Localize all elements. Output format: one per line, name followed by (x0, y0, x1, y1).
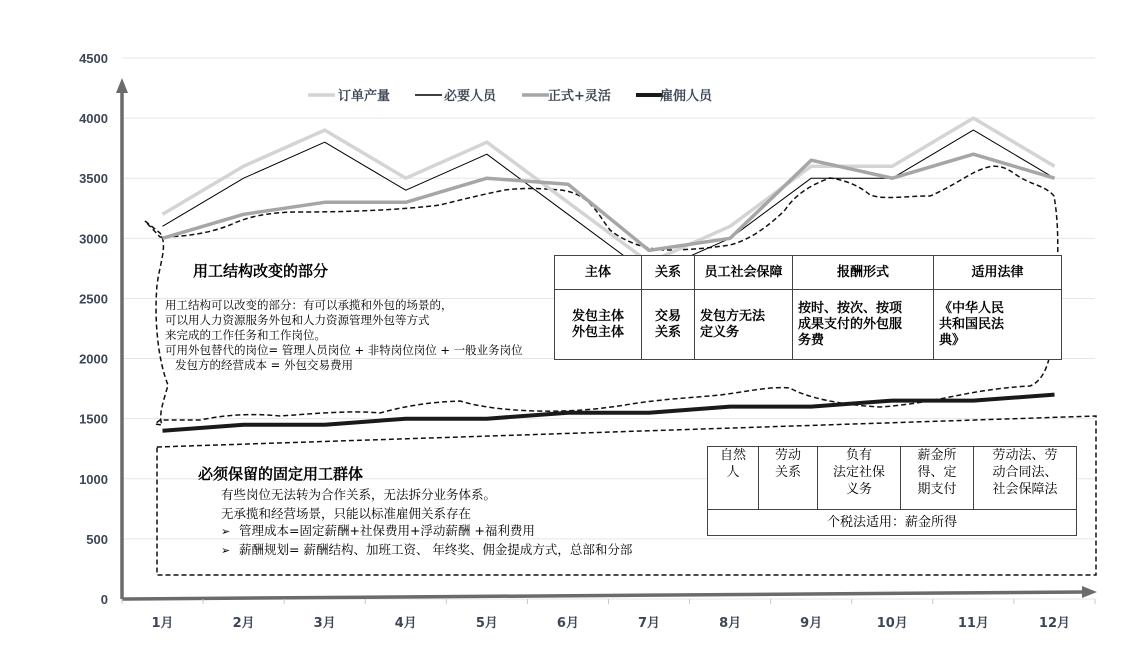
x-tick-label: 4月 (394, 616, 417, 631)
outsourcing-cell: 发包方无法 定义务 (695, 290, 793, 360)
employment-footer: 个税法适用：薪金所得 (708, 510, 1077, 536)
outsourcing-cell: 按时、按次、按项 成果支付的外包服 务费 (793, 290, 934, 360)
x-tick-label: 8月 (719, 616, 742, 631)
outsourcing-header-cell: 主体 (555, 256, 642, 290)
bullet-arrow-icon: ➢ (221, 544, 231, 557)
upper-desc-line: 可以用人力资源服务外包和人力资源管理外包等方式 (165, 313, 430, 327)
outsourcing-header-cell: 关系 (642, 256, 695, 290)
upper-section-description (165, 298, 523, 373)
y-tick-label: 3000 (79, 231, 108, 247)
upper-section-title: 用工结构改变的部分 (193, 262, 329, 280)
legend-label: 正式+灵活 (548, 89, 611, 104)
x-tick-label: 9月 (800, 616, 823, 631)
legend (308, 88, 713, 104)
bullet-item (221, 541, 632, 560)
x-tick-label: 7月 (638, 616, 661, 631)
y-axis-ticks (79, 51, 108, 607)
bullet-text: 管理成本=固定薪酬+社保费用+浮动薪酬 +福利费用 (239, 523, 535, 538)
y-tick-label: 2500 (79, 291, 108, 307)
upper-desc-line: 发包方的经营成本 = 外包交易费用 (175, 358, 353, 372)
x-axis-ticks (152, 616, 1070, 631)
y-tick-label: 4000 (79, 111, 108, 127)
lower-desc-line: 有些岗位无法转为合作关系，无法拆分业务体系。 (221, 487, 497, 502)
bullet-item (221, 522, 632, 541)
employment-cell: 劳动法、劳 动合同法、 社会保障法 (974, 447, 1077, 510)
series-line (163, 118, 1055, 262)
outsourcing-header-cell: 报酬形式 (793, 256, 934, 290)
x-tick-label: 2月 (232, 616, 255, 631)
outsourcing-cell: 交易 关系 (642, 290, 695, 360)
x-tick-label: 3月 (313, 616, 336, 631)
employment-cell: 自然 人 (708, 447, 759, 510)
x-tick-label: 12月 (1038, 616, 1071, 631)
y-tick-label: 4500 (79, 51, 108, 66)
outsourcing-cell: 发包主体 外包主体 (555, 290, 642, 360)
x-axis-arrow (1082, 586, 1097, 598)
outsourcing-table (554, 255, 1062, 360)
outsourcing-header-cell: 员工社会保障 (695, 256, 793, 290)
upper-desc-line: 可用外包替代的岗位= 管理人员岗位 + 非特岗位岗位 + 一般业务岗位 (165, 343, 523, 357)
x-tick-label: 10月 (876, 616, 908, 631)
y-tick-label: 1500 (79, 411, 108, 427)
series-line (163, 130, 1055, 274)
bullet-arrow-icon: ➢ (221, 525, 231, 538)
x-tick-label: 5月 (475, 616, 498, 631)
legend-label: 订单产量 (338, 89, 391, 104)
x-tick-label: 6月 (556, 616, 579, 631)
lower-bullets (221, 522, 632, 560)
upper-desc-line: 用工结构可以改变的部分：有可以承揽和外包的场景的， (165, 298, 453, 312)
legend-label: 必要人员 (444, 89, 497, 104)
y-axis-arrow (116, 78, 128, 93)
bullet-text: 薪酬规划= 薪酬结构、加班工资、 年终奖、佣金提成方式，总部和分部 (239, 542, 633, 557)
lower-section-description (221, 486, 496, 523)
series-line (163, 395, 1055, 431)
employment-cell: 薪金所 得、定 期支付 (901, 447, 974, 510)
legend-label: 雇佣人员 (660, 89, 713, 104)
lower-section-title: 必须保留的固定用工群体 (198, 465, 364, 483)
y-tick-label: 3500 (79, 171, 108, 187)
outsourcing-cell: 《中华人民 共和国民法 典》 (934, 290, 1062, 360)
y-tick-label: 0 (100, 592, 108, 607)
x-axis-line (122, 592, 1085, 599)
x-tick-label: 11月 (957, 616, 989, 631)
employment-cell: 劳动 关系 (759, 447, 818, 510)
x-tick-label: 1月 (151, 616, 174, 631)
y-tick-label: 2000 (79, 351, 108, 367)
series-line (163, 154, 1055, 250)
lower-desc-line: 无承揽和经营场景，只能以标准雇佣关系存在 (221, 505, 472, 521)
y-tick-label: 1000 (79, 471, 108, 487)
employment-table (707, 446, 1077, 536)
employment-cell: 负有 法定社保 义务 (818, 447, 901, 510)
upper-desc-line: 来完成的工作任务和工作岗位。 (165, 328, 326, 342)
outsourcing-header-cell: 适用法律 (934, 256, 1062, 290)
y-tick-label: 500 (86, 531, 108, 547)
